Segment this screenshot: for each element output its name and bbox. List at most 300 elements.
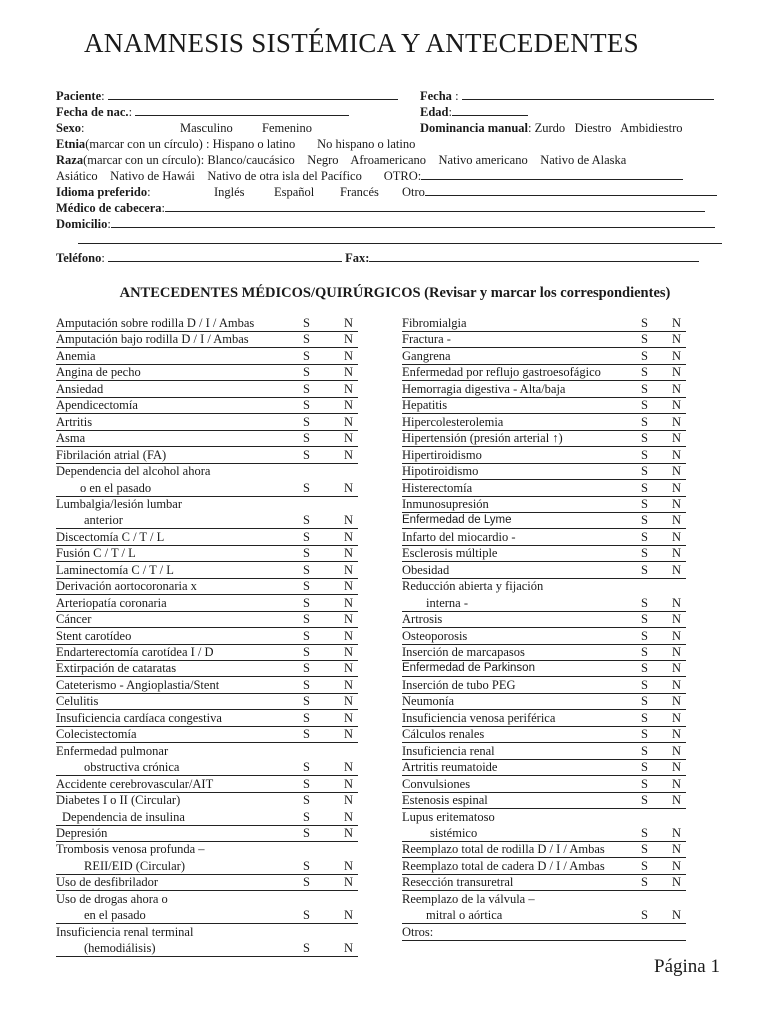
- history-row: [56, 512, 358, 529]
- no-option[interactable]: N: [344, 760, 354, 775]
- yes-option[interactable]: S: [303, 414, 310, 429]
- yes-option[interactable]: S: [641, 496, 648, 511]
- condition-label: Obesidad: [402, 562, 450, 577]
- yes-option[interactable]: S: [641, 793, 648, 808]
- yes-option[interactable]: S: [641, 612, 648, 627]
- yes-option[interactable]: S: [641, 316, 648, 330]
- no-option[interactable]: N: [672, 760, 682, 775]
- race-option-hawaiian[interactable]: Nativo de Hawái: [110, 169, 195, 183]
- history-row: [402, 578, 686, 594]
- yes-option[interactable]: S: [641, 694, 648, 709]
- yes-option[interactable]: S: [303, 579, 310, 594]
- address-label: Domicilio: [56, 217, 108, 231]
- condition-label: Convulsiones: [402, 776, 471, 791]
- no-option[interactable]: N: [672, 858, 682, 873]
- no-option[interactable]: N: [672, 677, 682, 692]
- no-option[interactable]: N: [672, 381, 682, 396]
- condition-label: Colecistectomía: [56, 727, 137, 742]
- history-row: [402, 496, 686, 513]
- condition-label: Dependencia de insulina: [62, 809, 185, 824]
- race-option-black[interactable]: Negro: [307, 153, 339, 167]
- ethnicity-option-hispanic[interactable]: Hispano o latino: [212, 137, 296, 151]
- yes-option[interactable]: S: [641, 875, 648, 890]
- address-field-2[interactable]: [78, 232, 722, 244]
- condition-label: Insuficiencia cardíaca congestiva: [56, 710, 222, 725]
- language-option-other[interactable]: Otro: [402, 185, 425, 199]
- condition-label: Fusión C / T / L: [56, 546, 136, 561]
- history-row: [402, 364, 686, 381]
- yes-option[interactable]: S: [641, 628, 648, 643]
- yes-option[interactable]: S: [303, 825, 310, 840]
- condition-label: Discectomía C / T / L: [56, 529, 165, 544]
- yes-option[interactable]: S: [303, 381, 310, 396]
- no-option[interactable]: N: [344, 529, 354, 544]
- language-option-spanish[interactable]: Español: [274, 185, 315, 199]
- yes-option[interactable]: S: [303, 628, 310, 643]
- condition-label: Hipercolesterolemia: [402, 414, 504, 429]
- yes-option[interactable]: S: [641, 546, 648, 561]
- condition-label: Resección transuretral: [402, 875, 514, 890]
- condition-label: Extirpación de cataratas: [56, 661, 177, 676]
- yes-option[interactable]: S: [303, 513, 310, 528]
- condition-label: Fractura -: [402, 332, 451, 347]
- yes-option[interactable]: S: [303, 480, 310, 495]
- yes-option[interactable]: S: [641, 431, 648, 446]
- history-row: [56, 776, 358, 793]
- history-row: [402, 430, 686, 447]
- history-row: [56, 348, 358, 365]
- history-row: [402, 792, 686, 809]
- condition-label: Inserción de tubo PEG: [402, 677, 516, 692]
- condition-label: Accidente cerebrovascular/AIT: [56, 776, 214, 791]
- fax-label: Fax:: [345, 251, 370, 265]
- condition-label: Hipertensión (presión arterial ↑): [402, 431, 563, 446]
- dob-line: Fecha de nac.: Edad:: [56, 104, 724, 120]
- age-label: Edad: [420, 105, 449, 119]
- yes-option[interactable]: S: [641, 480, 648, 495]
- physician-label: Médico de cabecera: [56, 201, 162, 215]
- no-option[interactable]: N: [672, 908, 682, 923]
- no-option[interactable]: N: [344, 381, 354, 396]
- history-row: [402, 924, 686, 941]
- condition-label: interna -: [426, 595, 468, 610]
- no-option[interactable]: N: [672, 496, 682, 511]
- yes-option[interactable]: S: [641, 842, 648, 857]
- yes-option[interactable]: S: [641, 414, 648, 429]
- address-line: Domicilio:: [56, 216, 724, 232]
- condition-label: Esclerosis múltiple: [402, 546, 498, 561]
- sex-option-male[interactable]: Masculino: [180, 121, 233, 135]
- history-row: [402, 447, 686, 464]
- condition-label: Insuficiencia renal terminal: [56, 924, 194, 939]
- condition-label: Inmunosupresión: [402, 496, 489, 511]
- history-row: [402, 414, 686, 431]
- fax-field[interactable]: [369, 250, 699, 262]
- race-option-other[interactable]: OTRO:: [383, 169, 422, 183]
- history-row: [56, 660, 358, 677]
- race-line: [56, 152, 724, 168]
- no-option[interactable]: N: [672, 595, 682, 610]
- no-option[interactable]: N: [344, 677, 354, 692]
- history-row: [402, 381, 686, 398]
- race-other-field[interactable]: [421, 168, 683, 180]
- race-option-asian[interactable]: Asiático: [56, 169, 98, 183]
- history-row: [56, 463, 358, 479]
- condition-label: Hepatitis: [402, 398, 448, 413]
- yes-option[interactable]: S: [303, 776, 310, 791]
- yes-option[interactable]: S: [303, 710, 310, 725]
- sex-option-female[interactable]: Femenino: [262, 121, 312, 135]
- yes-option[interactable]: S: [303, 858, 310, 873]
- history-row: [402, 776, 686, 793]
- yes-option[interactable]: S: [641, 332, 648, 347]
- history-row: [56, 825, 358, 842]
- condition-label: Cateterismo - Angioplastia/Stent: [56, 677, 220, 692]
- no-option[interactable]: N: [672, 398, 682, 413]
- no-option[interactable]: N: [672, 776, 682, 791]
- no-option[interactable]: N: [672, 842, 682, 857]
- condition-label: Reemplazo total de cadera D / I / Ambas: [402, 858, 605, 873]
- no-option[interactable]: N: [672, 464, 682, 479]
- history-row: [56, 480, 358, 497]
- history-row: [56, 628, 358, 645]
- page-title: ANAMNESIS SISTÉMICA Y ANTECEDENTES: [84, 28, 639, 58]
- handedness-option-right[interactable]: Diestro: [574, 121, 612, 135]
- yes-option[interactable]: S: [641, 743, 648, 758]
- handedness-option-left[interactable]: Zurdo: [534, 121, 566, 135]
- handedness-option-ambi[interactable]: Ambidiestro: [620, 121, 683, 135]
- phone-field[interactable]: [108, 250, 342, 262]
- yes-option[interactable]: S: [303, 661, 310, 676]
- yes-option[interactable]: S: [641, 645, 648, 659]
- no-option[interactable]: N: [344, 908, 354, 923]
- yes-option[interactable]: S: [303, 529, 310, 544]
- history-row: [56, 644, 358, 661]
- yes-option[interactable]: S: [641, 760, 648, 775]
- no-option[interactable]: N: [672, 743, 682, 758]
- no-option[interactable]: N: [344, 793, 354, 808]
- dob-label: Fecha de nac.: [56, 105, 129, 119]
- yes-option[interactable]: S: [641, 908, 648, 923]
- condition-label: Osteoporosis: [402, 628, 468, 643]
- condition-label: Histerectomía: [402, 480, 473, 495]
- condition-label: Artritis reumatoide: [402, 760, 498, 775]
- no-option[interactable]: N: [344, 645, 354, 659]
- history-row: [402, 841, 686, 858]
- yes-option[interactable]: S: [641, 858, 648, 873]
- yes-option[interactable]: S: [303, 908, 310, 923]
- yes-option[interactable]: S: [641, 825, 648, 840]
- history-row: [402, 891, 686, 907]
- no-option[interactable]: N: [344, 858, 354, 873]
- history-row: [56, 693, 358, 710]
- no-option[interactable]: N: [344, 398, 354, 413]
- condition-label: Ansiedad: [56, 381, 104, 396]
- condition-label: Uso de drogas ahora o: [56, 891, 168, 906]
- no-option[interactable]: N: [344, 776, 354, 791]
- no-option[interactable]: N: [672, 316, 682, 330]
- condition-label: Insuficiencia renal: [402, 743, 495, 758]
- history-row: [402, 348, 686, 365]
- history-row: [56, 364, 358, 381]
- yes-option[interactable]: S: [303, 316, 310, 330]
- no-option[interactable]: N: [672, 546, 682, 561]
- history-row: [402, 759, 686, 776]
- no-option[interactable]: N: [344, 809, 354, 824]
- ethnicity-option-non-hispanic[interactable]: No hispano o latino: [317, 137, 416, 151]
- history-row: [56, 726, 358, 743]
- yes-option[interactable]: S: [303, 612, 310, 627]
- sex-label: Sexo: [56, 121, 81, 135]
- phone-line: Teléfono: Fax:: [56, 250, 724, 266]
- yes-option[interactable]: S: [303, 793, 310, 808]
- yes-option[interactable]: S: [641, 776, 648, 791]
- condition-label: Insuficiencia venosa periférica: [402, 710, 556, 725]
- condition-label: Reemplazo de la válvula –: [402, 891, 535, 906]
- condition-label: Celulitis: [56, 694, 99, 709]
- history-row: [402, 809, 686, 825]
- history-row: [402, 480, 686, 497]
- yes-option[interactable]: S: [641, 464, 648, 479]
- language-line: Idioma preferido: Inglés Español Francés Otro: [56, 184, 724, 200]
- race-option-alaska-native[interactable]: Nativo de Alaska: [540, 153, 627, 167]
- no-option[interactable]: N: [344, 447, 354, 462]
- condition-label: Inserción de marcapasos: [402, 645, 525, 659]
- no-option[interactable]: N: [344, 365, 354, 380]
- history-row: [402, 874, 686, 891]
- condition-label: Laminectomía C / T / L: [56, 562, 174, 577]
- condition-label: Hipertiroidismo: [402, 447, 482, 462]
- no-option[interactable]: N: [344, 316, 354, 330]
- history-row: [402, 562, 686, 579]
- no-option[interactable]: N: [344, 825, 354, 840]
- no-option[interactable]: N: [672, 529, 682, 544]
- yes-option[interactable]: S: [303, 677, 310, 692]
- no-option[interactable]: N: [344, 694, 354, 709]
- yes-option[interactable]: S: [641, 381, 648, 396]
- history-row: [402, 644, 686, 661]
- no-option[interactable]: N: [344, 431, 354, 446]
- history-row: [56, 924, 358, 940]
- age-field[interactable]: [452, 104, 528, 116]
- yes-option[interactable]: S: [303, 332, 310, 347]
- condition-label: Amputación sobre rodilla D / I / Ambas: [56, 316, 255, 330]
- race-option-white[interactable]: Blanco/caucásico: [207, 153, 295, 167]
- race-note: (marcar con un círculo):: [83, 153, 205, 167]
- language-label: Idioma preferido: [56, 185, 148, 199]
- no-option[interactable]: N: [672, 414, 682, 429]
- history-row: [402, 858, 686, 875]
- no-option[interactable]: N: [672, 447, 682, 462]
- condition-label: Estenosis espinal: [402, 793, 488, 808]
- history-row: [402, 529, 686, 546]
- history-row: [56, 841, 358, 857]
- yes-option[interactable]: S: [641, 661, 648, 676]
- no-option[interactable]: N: [344, 710, 354, 725]
- yes-option[interactable]: S: [303, 398, 310, 413]
- condition-label: Reemplazo total de rodilla D / I / Ambas: [402, 842, 605, 857]
- history-row: [402, 463, 686, 480]
- history-row: [402, 660, 686, 677]
- patient-field[interactable]: [108, 88, 398, 100]
- yes-option[interactable]: S: [641, 562, 648, 577]
- no-option[interactable]: N: [672, 875, 682, 890]
- language-other-field[interactable]: [425, 184, 717, 196]
- condition-label: Uso de desfibrilador: [56, 875, 159, 890]
- no-option[interactable]: N: [672, 694, 682, 709]
- language-option-french[interactable]: Francés: [340, 185, 379, 199]
- yes-option[interactable]: S: [641, 348, 648, 363]
- history-row: [402, 512, 686, 529]
- history-row: [402, 743, 686, 760]
- page-number: Página 1: [654, 956, 720, 977]
- race-option-african-american[interactable]: Afroamericano: [350, 153, 427, 167]
- condition-label: Enfermedad por reflujo gastroesofágico: [402, 365, 601, 380]
- yes-option[interactable]: S: [303, 694, 310, 709]
- history-row: [402, 907, 686, 924]
- no-option[interactable]: N: [344, 546, 354, 561]
- history-row: [402, 397, 686, 414]
- race-label: Raza: [56, 153, 84, 167]
- no-option[interactable]: N: [344, 612, 354, 627]
- history-row: [402, 710, 686, 727]
- yes-option[interactable]: S: [303, 645, 310, 659]
- no-option[interactable]: N: [672, 431, 682, 446]
- race-option-native-american[interactable]: Nativo americano: [438, 153, 528, 167]
- history-row: [56, 710, 358, 727]
- yes-option[interactable]: S: [303, 447, 310, 462]
- physician-field[interactable]: [165, 200, 705, 212]
- history-row: [56, 447, 358, 464]
- history-row: [56, 331, 358, 348]
- history-row: [402, 545, 686, 562]
- history-row: [56, 907, 358, 924]
- no-option[interactable]: N: [344, 875, 354, 890]
- condition-label: REII/EID (Circular): [84, 858, 186, 873]
- history-row: [56, 430, 358, 447]
- yes-option[interactable]: S: [641, 710, 648, 725]
- no-option[interactable]: N: [344, 727, 354, 742]
- history-row: [56, 496, 358, 512]
- no-option[interactable]: N: [344, 595, 354, 610]
- yes-option[interactable]: S: [303, 727, 310, 742]
- no-option[interactable]: N: [344, 414, 354, 429]
- no-option[interactable]: N: [672, 825, 682, 840]
- condition-label: obstructiva crónica: [84, 760, 180, 775]
- yes-option[interactable]: S: [303, 562, 310, 577]
- no-option[interactable]: N: [672, 727, 682, 742]
- no-option[interactable]: N: [672, 513, 682, 528]
- no-option[interactable]: N: [344, 628, 354, 643]
- condition-label: Fibrilación atrial (FA): [56, 447, 167, 462]
- address-field[interactable]: [111, 216, 715, 228]
- yes-option[interactable]: S: [641, 529, 648, 544]
- no-option[interactable]: N: [672, 562, 682, 577]
- no-option[interactable]: N: [344, 513, 354, 528]
- section-title: ANTECEDENTES MÉDICOS/QUIRÚRGICOS (Revisar y marcar los correspondientes): [119, 285, 671, 301]
- condition-label: Hemorragia digestiva - Alta/baja: [402, 381, 566, 396]
- yes-option[interactable]: S: [641, 677, 648, 692]
- history-row: [402, 677, 686, 694]
- yes-option[interactable]: S: [641, 595, 648, 610]
- yes-option[interactable]: S: [303, 941, 310, 956]
- yes-option[interactable]: S: [641, 513, 648, 528]
- history-row: [402, 595, 686, 612]
- no-option[interactable]: N: [672, 645, 682, 659]
- condition-label: Artritis: [56, 414, 93, 429]
- no-option[interactable]: N: [672, 480, 682, 495]
- yes-option[interactable]: S: [303, 365, 310, 380]
- no-option[interactable]: N: [344, 661, 354, 676]
- no-option[interactable]: N: [672, 612, 682, 627]
- no-option[interactable]: N: [344, 480, 354, 495]
- no-option[interactable]: N: [672, 348, 682, 363]
- yes-option[interactable]: S: [303, 595, 310, 610]
- date-field[interactable]: [462, 88, 714, 100]
- race-option-pacific-islander[interactable]: Nativo de otra isla del Pacífico: [207, 169, 362, 183]
- condition-label: Derivación aortocoronaria x: [56, 579, 197, 594]
- condition-label: Arteriopatía coronaria: [56, 595, 167, 610]
- no-option[interactable]: N: [672, 661, 682, 676]
- condition-label: Artrosis: [402, 612, 443, 627]
- no-option[interactable]: N: [344, 941, 354, 956]
- condition-label: Anemia: [56, 348, 96, 363]
- condition-label: Amputación bajo rodilla D / I / Ambas: [56, 332, 249, 347]
- yes-option[interactable]: S: [641, 398, 648, 413]
- no-option[interactable]: N: [344, 348, 354, 363]
- no-option[interactable]: N: [344, 332, 354, 347]
- history-row: [402, 825, 686, 842]
- history-row: [56, 940, 358, 957]
- yes-option[interactable]: S: [303, 875, 310, 890]
- condition-label: Lumbalgia/lesión lumbar: [56, 496, 183, 511]
- condition-label: Neumonía: [402, 694, 455, 709]
- condition-label: Apendicectomía: [56, 398, 138, 413]
- history-row: [402, 331, 686, 348]
- history-row: [56, 578, 358, 595]
- physician-line: Médico de cabecera:: [56, 200, 724, 216]
- condition-label: Infarto del miocardio -: [402, 529, 516, 544]
- condition-label: (hemodiálisis): [84, 941, 156, 956]
- no-option[interactable]: N: [344, 579, 354, 594]
- yes-option[interactable]: S: [303, 546, 310, 561]
- yes-option[interactable]: S: [303, 348, 310, 363]
- no-option[interactable]: N: [672, 365, 682, 380]
- history-row: [56, 381, 358, 398]
- dob-field[interactable]: [135, 104, 349, 116]
- ethnicity-note: (marcar con un círculo) :: [85, 137, 210, 151]
- condition-label: Enfermedad de Lyme: [402, 514, 512, 527]
- yes-option[interactable]: S: [641, 447, 648, 462]
- no-option[interactable]: N: [672, 710, 682, 725]
- yes-option[interactable]: S: [303, 760, 310, 775]
- no-option[interactable]: N: [672, 793, 682, 808]
- yes-option[interactable]: S: [303, 809, 310, 824]
- yes-option[interactable]: S: [303, 431, 310, 446]
- ethnicity-line: [56, 136, 724, 152]
- yes-option[interactable]: S: [641, 727, 648, 742]
- yes-option[interactable]: S: [641, 365, 648, 380]
- condition-label: Otros:: [402, 924, 434, 939]
- language-option-english[interactable]: Inglés: [214, 185, 245, 199]
- condition-label: Depresión: [56, 825, 108, 840]
- no-option[interactable]: N: [344, 562, 354, 577]
- no-option[interactable]: N: [672, 628, 682, 643]
- history-row: [56, 397, 358, 414]
- history-row: [56, 874, 358, 891]
- condition-label: anterior: [84, 513, 123, 528]
- no-option[interactable]: N: [672, 332, 682, 347]
